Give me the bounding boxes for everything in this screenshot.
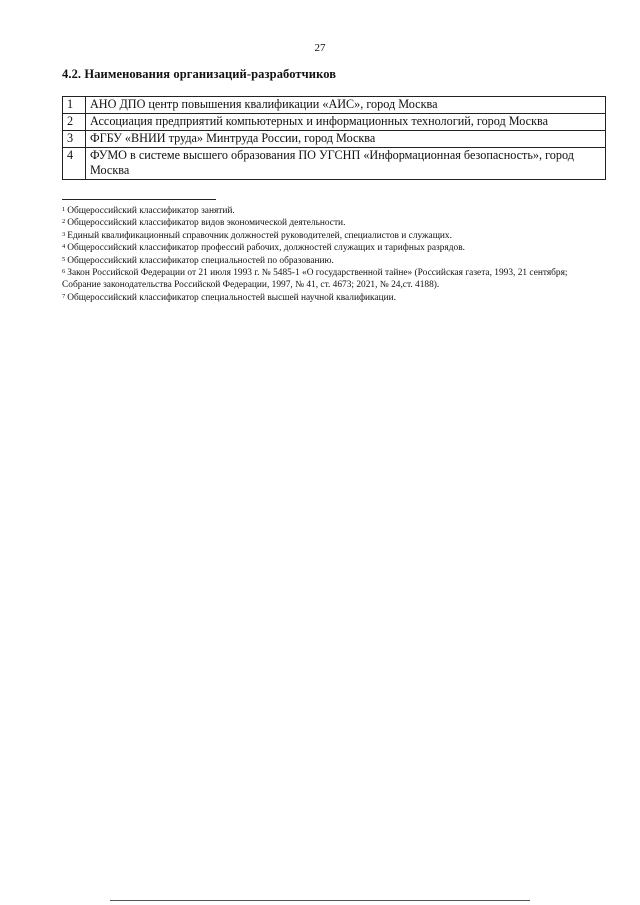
- footnote-mark: 6: [62, 268, 66, 276]
- footnote: [62, 267, 608, 292]
- organization-name: АНО ДПО центр повышения квалификации «АИС», город Москва: [86, 97, 606, 114]
- footnote-text: Закон Российской Федерации от 21 июля 1993 г. № 5485-1 «О государственной тайне» (Российская газета, 1993, 21 сентября; Собрание законодательства Российской Федерации, 1997, № 41, ст. 4673; 2021, № 24,ст. 4188).: [62, 268, 568, 291]
- footnote-text: Единый квалификационный справочник должностей руководителей, специалистов и служащих.: [67, 230, 452, 241]
- footnote: [62, 242, 608, 254]
- table-row: [63, 97, 606, 114]
- organization-name: Ассоциация предприятий компьютерных и информационных технологий, город Москва: [86, 114, 606, 131]
- footnote: [62, 230, 608, 242]
- organization-name: ФУМО в системе высшего образования ПО УГСНП «Информационная безопасность», город Москва: [86, 148, 606, 180]
- footnote-mark: 5: [62, 255, 66, 263]
- scan-edge-line: [110, 900, 530, 901]
- footnote: [62, 255, 608, 267]
- table-row: [63, 114, 606, 131]
- footnote-text: Общероссийский классификатор специальностей по образованию.: [67, 255, 334, 266]
- footnote: [62, 205, 608, 217]
- footnote-mark: 7: [62, 292, 66, 300]
- row-number: 3: [63, 131, 86, 148]
- row-number: 4: [63, 148, 86, 180]
- footnote-mark: 4: [62, 243, 66, 251]
- footnote-mark: 1: [62, 206, 66, 213]
- footnotes: [62, 205, 608, 304]
- footnote: [62, 292, 608, 304]
- row-number: 2: [63, 114, 86, 131]
- organizations-table: [62, 96, 606, 180]
- footnote-text: Общероссийский классификатор видов экономической деятельности.: [67, 218, 346, 229]
- page-number: 27: [314, 42, 326, 54]
- footnote-divider: [62, 199, 216, 200]
- footnote-text: Общероссийский классификатор специальностей высшей научной квалификации.: [67, 292, 397, 303]
- table-row: [63, 131, 606, 148]
- footnote-text: Общероссийский классификатор профессий рабочих, должностей служащих и тарифных разрядов.: [67, 243, 465, 254]
- organization-name: ФГБУ «ВНИИ труда» Минтруда России, город Москва: [86, 131, 606, 148]
- table-row: [63, 148, 606, 180]
- footnote: [62, 217, 608, 229]
- section-title: 4.2. Наименования организаций-разработчиков: [62, 67, 337, 81]
- footnote-mark: 3: [62, 230, 66, 238]
- row-number: 1: [63, 97, 86, 114]
- footnote-mark: 2: [62, 218, 66, 226]
- footnote-text: Общероссийский классификатор занятий.: [67, 206, 235, 216]
